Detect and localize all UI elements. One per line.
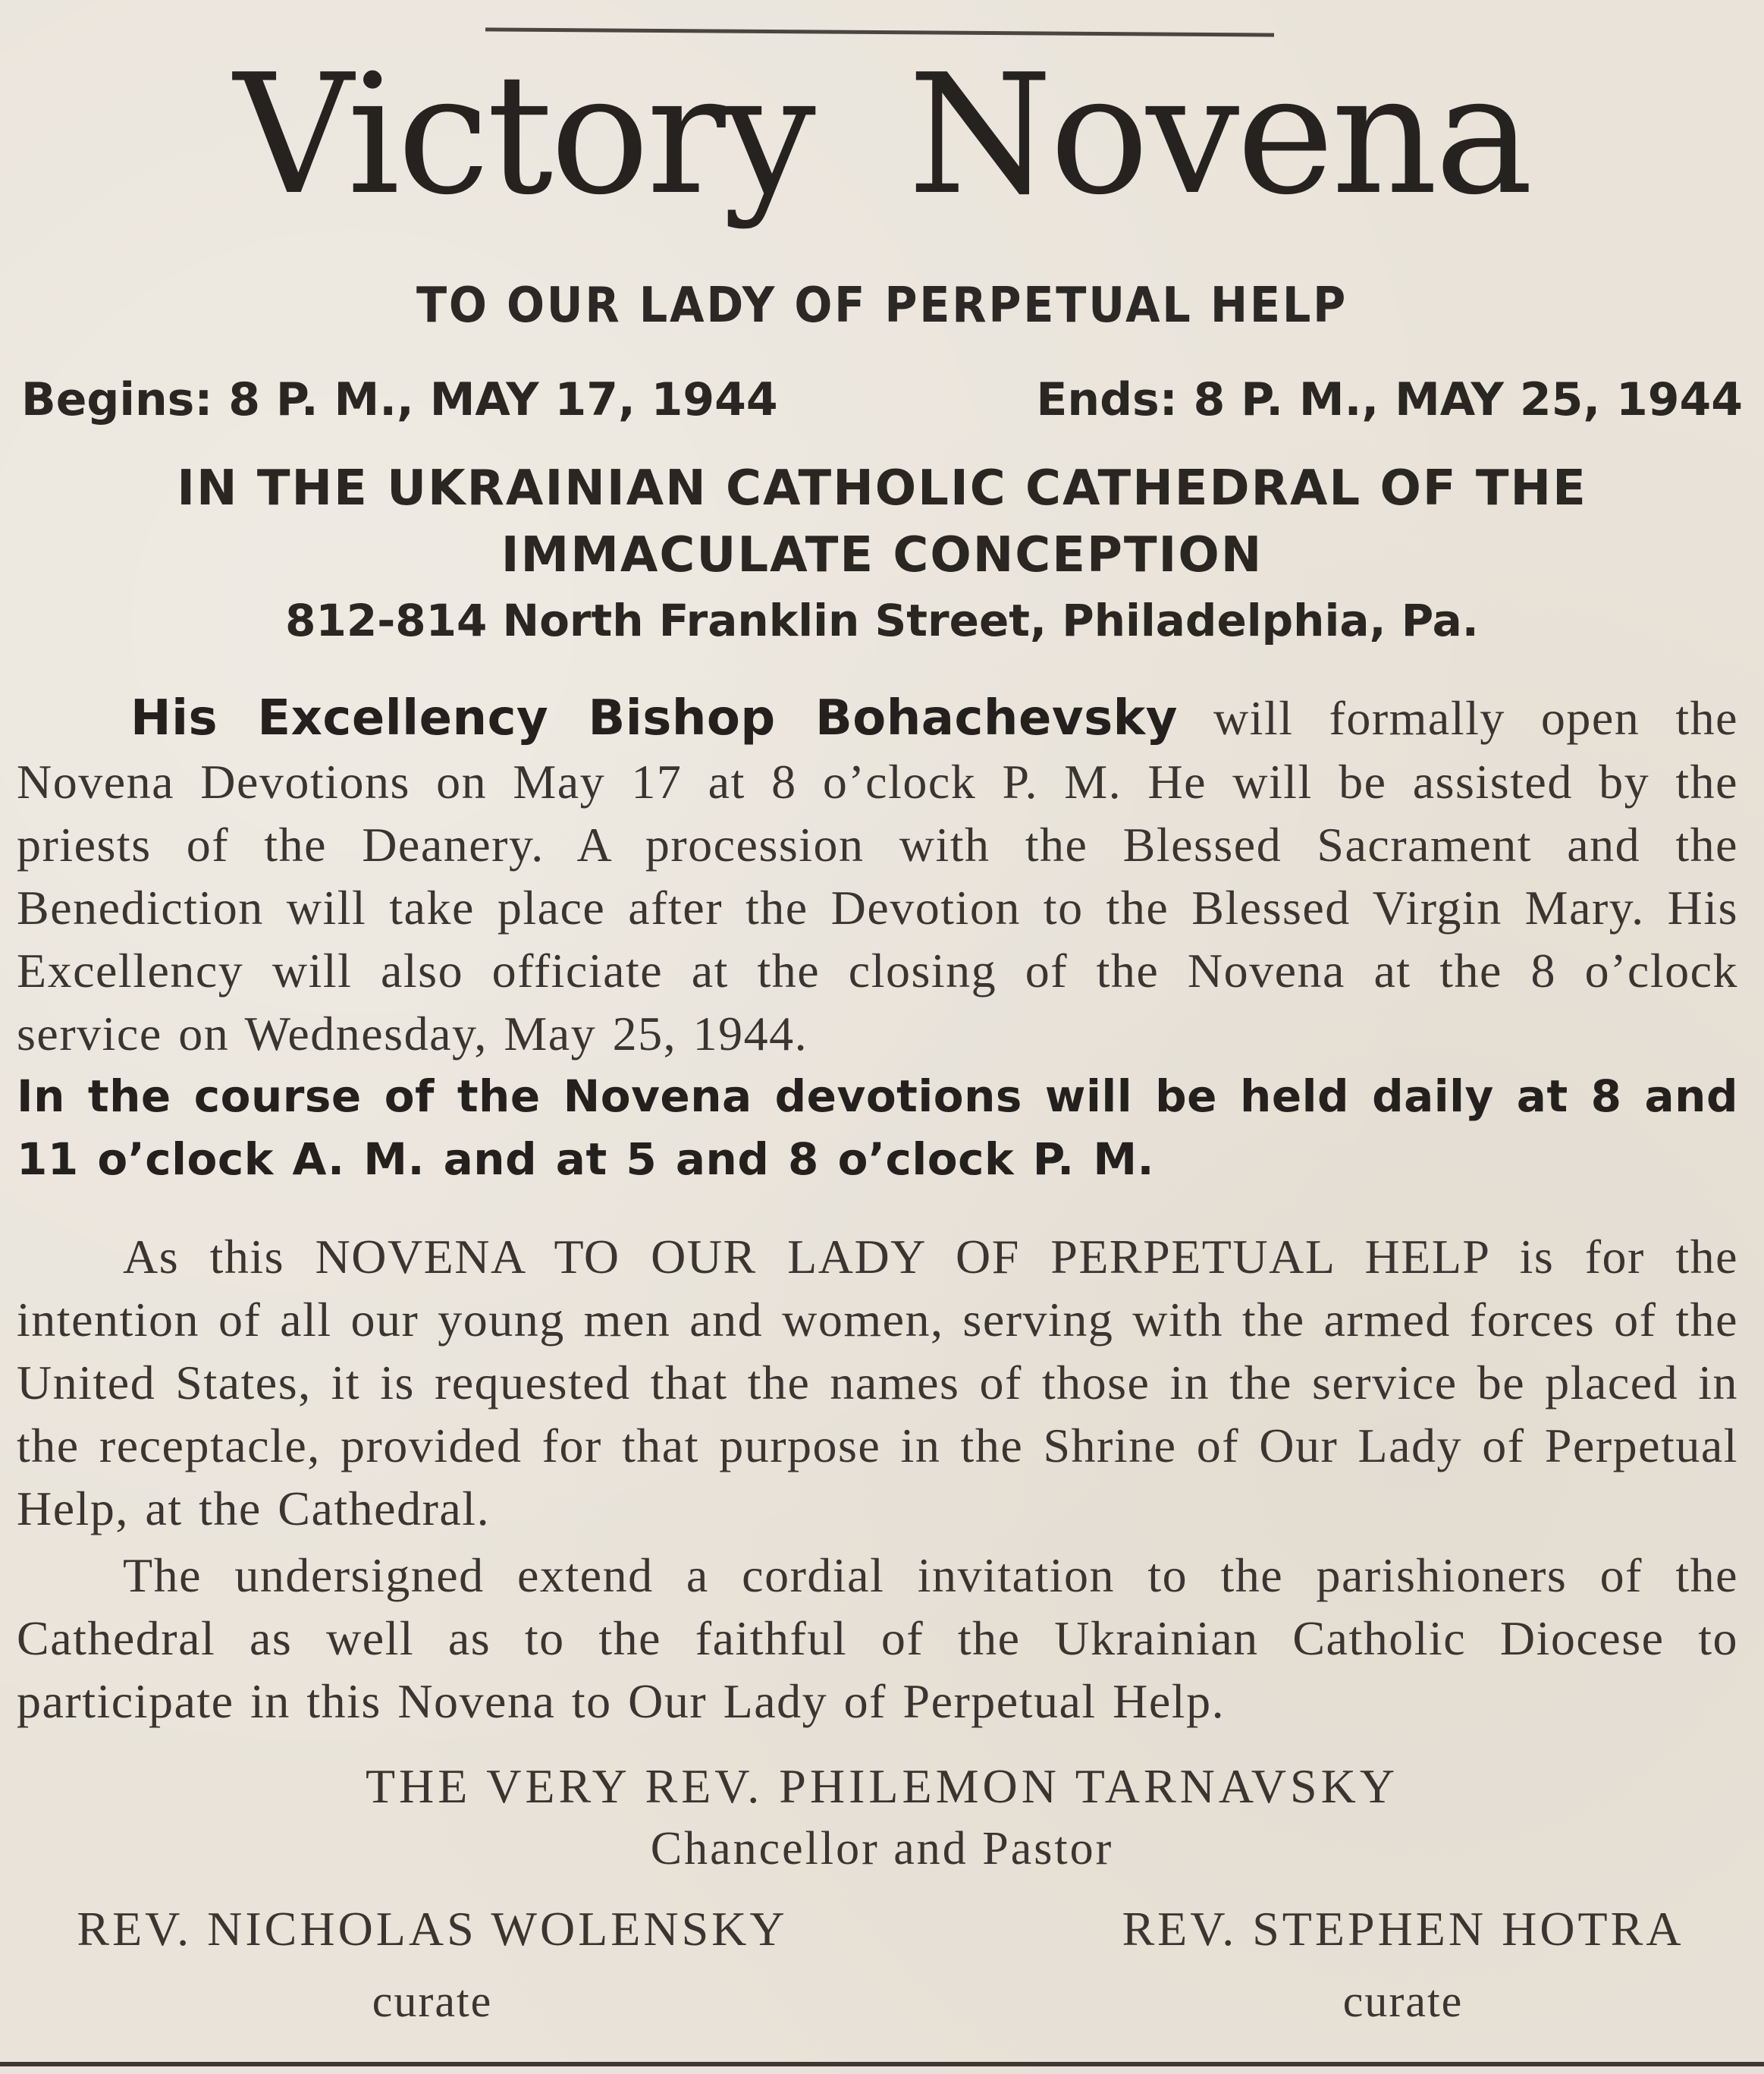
signatory-left-name: REV. NICHOLAS WOLENSKY: [77, 1902, 788, 1956]
ends-date: Ends: 8 P. M., MAY 25, 1944: [1036, 373, 1743, 426]
signatory-right: [1062, 1901, 1744, 2028]
address: 812-814 North Franklin Street, Philadelphia, Pa.: [285, 595, 1479, 646]
signatory-main-role: Chancellor and Pastor: [650, 1823, 1114, 1874]
paragraph-invitation: The undersigned extend a cordial invitation to the parishioners of the Cathedral as well as to the faithful of the Ukrainian Catholic Diocese to participate in this Novena to Our Lady of Perpetual Help.: [17, 1548, 1738, 1728]
location-line-1: IN THE UKRAINIAN CATHOLIC CATHEDRAL OF THE: [177, 460, 1587, 517]
page-title: Victory Novena: [234, 39, 1530, 231]
bottom-rule-divider: [0, 2062, 1764, 2066]
bishop-name: His Excellency Bishop Bohachevsky: [130, 690, 1178, 746]
top-rule-divider: [485, 27, 1274, 36]
location-heading: [0, 455, 1764, 589]
paragraph-intention: As this NOVENA TO OUR LADY OF PERPETUAL HELP is for the intention of all our young men and women, serving with the armed forces of the United States, it is requested that the names of those in the service be placed in the receptacle, provided for that purpose in the Shrine of Our Lady of Perpetual Help, at the Cathedral.: [17, 1230, 1738, 1535]
paragraph-opening-text: will formally open the Novena Devotions on May 17 at 8 o’clock P. M. He will be assisted by the priests of the Deanery. A procession with the Blessed Sacrament and the Benediction will take place after the Devotion to the Blessed Virgin Mary. His Excellency will also officiate at the closing of the Novena at the 8 o’clock service on Wednesday, May 25, 1944.: [17, 691, 1739, 1061]
paragraph-opening: [17, 687, 1738, 1191]
begins-date: Begins: 8 P. M., MAY 17, 1944: [21, 373, 778, 426]
subtitle: TO OUR LADY OF PERPETUAL HELP: [416, 278, 1348, 334]
signatory-left-role: curate: [372, 1976, 493, 2026]
dates-row: [21, 373, 1743, 426]
schedule-sentence: In the course of the Novena devotions will be held daily at 8 and 11 o’clock A. M. and at 5 and 8 o’clock P. M.: [17, 1070, 1738, 1185]
signatory-right-role: curate: [1342, 1976, 1464, 2026]
signatory-left: [15, 1901, 849, 2028]
signatory-right-name: REV. STEPHEN HOTRA: [1122, 1902, 1684, 1956]
location-line-2: IMMACULATE CONCEPTION: [501, 527, 1263, 583]
signatory-main-name: THE VERY REV. PHILEMON TARNAVSKY: [365, 1759, 1399, 1813]
